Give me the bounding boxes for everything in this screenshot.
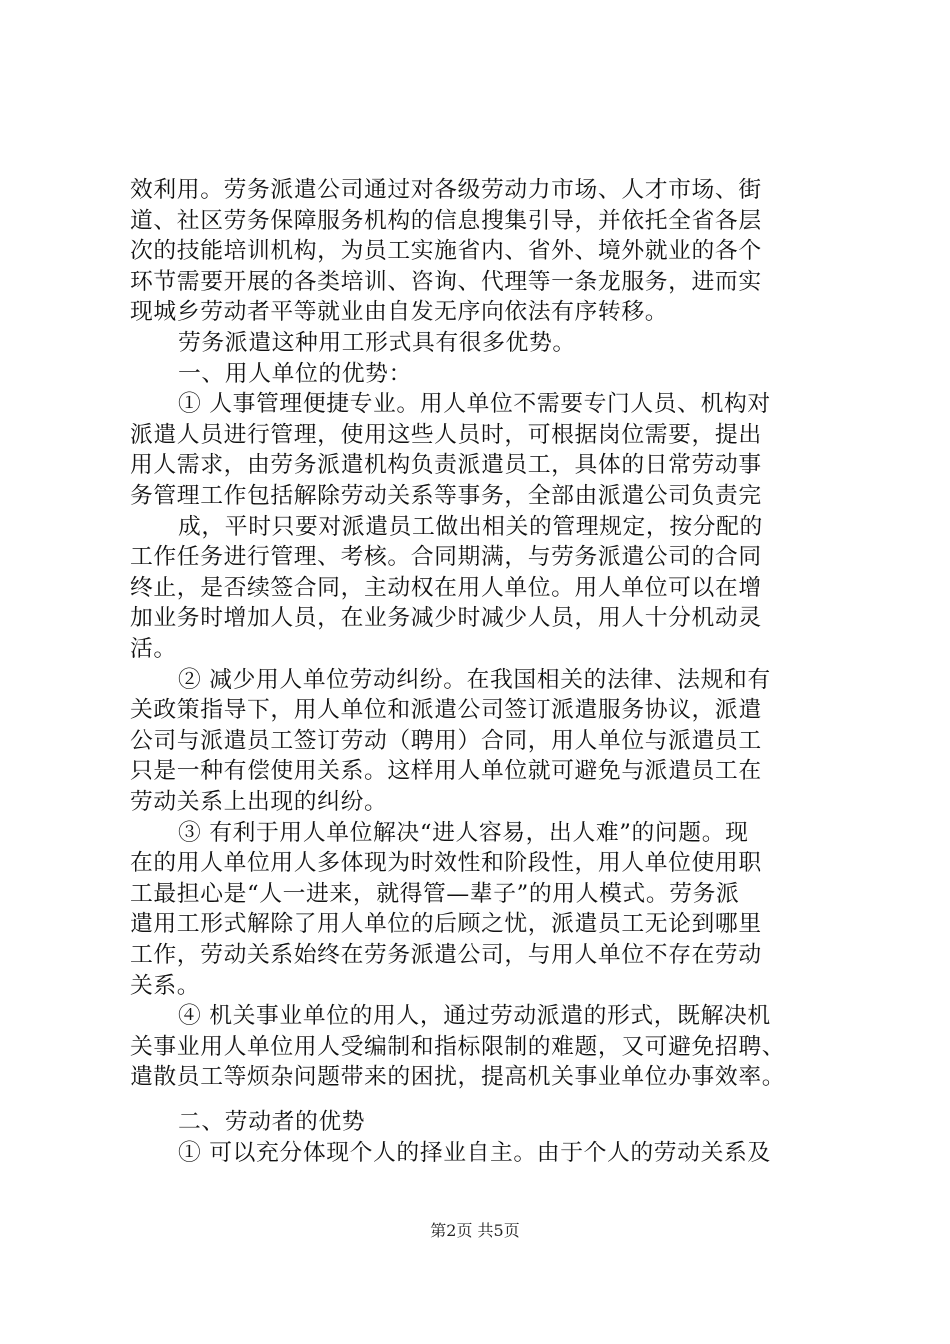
text-line: 只是一种有偿使用关系。这样用人单位就可避免与派遣员工在 (130, 758, 762, 785)
text-line: 劳务派遣这种用工形式具有很多优势。 (178, 330, 576, 356)
text-line: 次的技能培训机构，为员工实施省内、省外、境外就业的各个 (130, 238, 762, 265)
text-line: ① 人事管理便捷专业。用人单位不需要专门人员、机构对 (178, 391, 771, 418)
page-number-footer: 第2页 共5页 (430, 1221, 520, 1240)
text-line: 环节需要开展的各类培训、咨询、代理等一条龙服务，进而实 (130, 268, 762, 295)
text-line: 在的用人单位用人多体现为时效性和阶段性，用人单位使用职 (130, 850, 762, 877)
text-line: 工作任务进行管理、考核。合同期满，与劳务派遣公司的合同 (130, 544, 762, 571)
text-line: 关系。 (130, 972, 201, 999)
text-line: 遣用工形式解除了用人单位的后顾之忧，派遣员工无论到哪里 (130, 911, 762, 938)
text-line: 道、社区劳务保障服务机构的信息搜集引导，并依托全省各层 (130, 207, 762, 234)
text-line: ① 可以充分体现个人的择业自主。由于个人的劳动关系及 (178, 1139, 771, 1166)
section-heading: 二、劳动者的优势 (178, 1109, 366, 1135)
text-line: 工最担心是“人一进来，就得管—辈子”的用人模式。劳务派 (130, 880, 740, 907)
section-heading: 一、用人单位的优势： (178, 360, 412, 387)
text-line: 工作，劳动关系始终在劳务派遣公司，与用人单位不存在劳动 (130, 942, 762, 968)
text-line: 终止，是否续签合同，主动权在用人单位。用人单位可以在增 (130, 574, 762, 601)
text-line: 关政策指导下，用人单位和派遣公司签订派遣服务协议，派遣 (130, 697, 762, 724)
text-line: 派遣人员进行管理，使用这些人员时，可根据岗位需要，提出 (130, 421, 762, 448)
text-line: 务管理工作包括解除劳动关系等事务，全部由派遣公司负责完 (130, 483, 762, 509)
text-line: 劳动关系上出现的纠纷。 (130, 789, 388, 815)
text-line: 关事业用人单位用人受编制和指标限制的难题，又可避免招聘、 (130, 1033, 786, 1060)
text-line: 现城乡劳动者平等就业由自发无序向依法有序转移。 (130, 299, 669, 326)
text-line: ③ 有利于用人单位解决“进人容易，出人难”的问题。现 (178, 819, 749, 846)
text-line: ② 减少用人单位劳动纠纷。在我国相关的法律、法规和有 (178, 666, 771, 693)
text-line: 活。 (130, 636, 177, 662)
text-line: 遣散员工等烦杂问题带来的困扰，提高机关事业单位办事效率。 (130, 1064, 786, 1091)
text-line: ④ 机关事业单位的用人，通过劳动派遣的形式，既解决机 (178, 1003, 771, 1030)
text-line: 公司与派遣员工签订劳动（聘用）合同，用人单位与派遣员工 (130, 727, 762, 754)
text-line: 用人需求，由劳务派遣机构负责派遣员工，具体的日常劳动事 (130, 452, 762, 479)
text-line: 效利用。劳务派遣公司通过对各级劳动力市场、人才市场、街 (130, 177, 762, 203)
text-line: 加业务时增加人员，在业务减少时减少人员，用人十分机动灵 (130, 605, 762, 632)
text-line: 成，平时只要对派遣员工做出相关的管理规定，按分配的 (178, 513, 763, 540)
